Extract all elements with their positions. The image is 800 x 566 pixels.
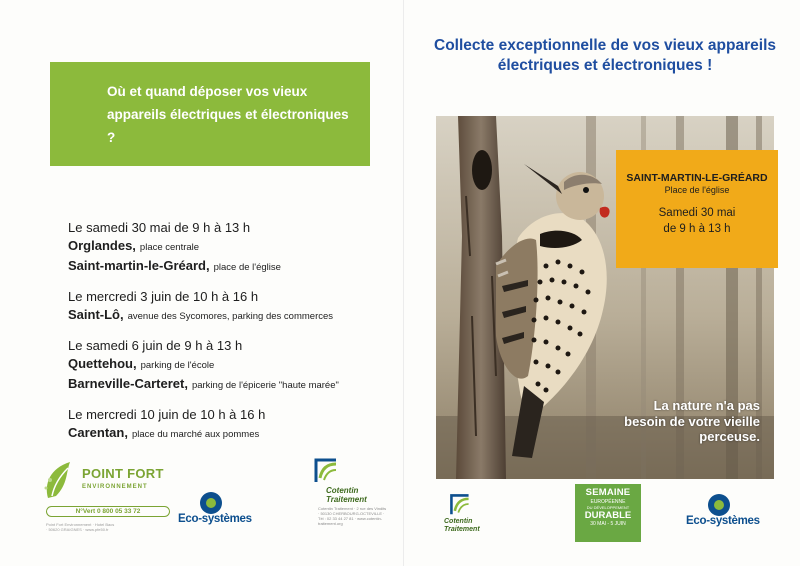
ecosystemes-label: Eco-systèmes [178, 513, 252, 525]
question-text: Où et quand déposer vos vieux appareils électriques et électroniques ? [107, 84, 349, 145]
event-day: Samedi 30 mai [658, 207, 736, 219]
ecosystemes-logo-right [686, 494, 774, 534]
place-spot: place centrale [139, 242, 200, 253]
cotentin-mark-icon [312, 456, 340, 484]
semaine-line-4: DURABLE [584, 510, 632, 521]
pointfort-name: POINT FORT [82, 466, 164, 481]
schedule-slot [68, 288, 388, 326]
place-town: Carentan, [68, 425, 128, 440]
slot-place [68, 375, 388, 395]
place-town: Orglandes, [68, 238, 136, 253]
cotentin-mark-icon [448, 492, 472, 516]
cotentin-logo-right [440, 492, 510, 542]
slot-date: Le samedi 6 juin de 9 h à 13 h [68, 338, 243, 353]
semaine-line-1: SEMAINE [585, 487, 631, 498]
pointfort-phone: N°Vert 0 800 05 33 72 [46, 506, 170, 517]
semaine-line-5: 30 MAI - 5 JUIN [590, 521, 626, 527]
slogan-text: La nature n'a pas besoin de votre vieille perceuse. [624, 398, 760, 444]
slot-place [68, 257, 388, 277]
question-banner [50, 62, 370, 166]
event-town: SAINT-MARTIN-LE-GRÉARD [626, 172, 768, 184]
slot-place [68, 424, 388, 444]
place-spot: parking de l'école [140, 360, 215, 371]
slot-place [68, 306, 388, 326]
ecosystemes-logo [178, 492, 266, 532]
place-town: Saint-martin-le-Gréard, [68, 258, 210, 273]
ecosystemes-circle-icon [200, 492, 222, 514]
event-hours: de 9 h à 13 h [663, 223, 731, 235]
semaine-dd-badge [575, 484, 641, 542]
slot-place [68, 237, 388, 257]
place-town: Barneville-Carteret, [68, 376, 188, 391]
ecosystemes-label-right: Eco-systèmes [686, 515, 760, 527]
semaine-line-2: EUROPÉENNE [590, 499, 626, 505]
cotentin-address: Cotentin Traitement · 2 rue des Vindits · 50130 CHERBOURG-OCTEVILLE · Tél : 02 33 44 27 81 · www.cotentin-traitement.org [318, 506, 387, 526]
event-place: Place de l'église [664, 185, 730, 195]
place-town: Quettehou, [68, 356, 137, 371]
schedule-slot [68, 406, 388, 444]
fold-line [403, 0, 404, 566]
pointfort-subtitle: ENVIRONNEMENT [82, 484, 148, 490]
pointfort-leaf-icon [42, 458, 78, 502]
place-spot: avenue des Sycomores, parking des commerces [127, 311, 334, 322]
cotentin-logo [302, 456, 392, 536]
page-headline: Collecte exceptionnelle de vos vieux appareils électriques et électroniques ! [434, 37, 776, 74]
event-time [616, 205, 778, 237]
place-spot: place du marché aux pommes [131, 429, 260, 440]
cotentin-name-right: Cotentin Traitement [444, 518, 480, 533]
place-spot: parking de l'épicerie "haute marée" [191, 380, 339, 391]
schedule-slot [68, 337, 388, 395]
event-highlight-box [616, 150, 778, 268]
schedule-slot [68, 219, 388, 277]
slot-date: Le mercredi 10 juin de 10 h à 16 h [68, 407, 266, 422]
slot-date: Le mercredi 3 juin de 10 h à 16 h [68, 289, 259, 304]
pointfort-address: Point Fort Environnement · Hotel Bacs · 50620 GRAIGNES · www.pfe50.fr [46, 522, 115, 532]
ecosystemes-circle-icon [708, 494, 730, 516]
semaine-line-3: DU DÉVELOPPEMENT [586, 505, 630, 510]
slot-date: Le samedi 30 mai de 9 h à 13 h [68, 220, 251, 235]
pointfort-logo [42, 458, 182, 518]
slot-place [68, 355, 388, 375]
collection-schedule [68, 219, 388, 455]
cotentin-name: Cotentin Traitement [326, 486, 367, 504]
place-spot: place de l'église [213, 262, 281, 273]
place-town: Saint-Lô, [68, 307, 124, 322]
